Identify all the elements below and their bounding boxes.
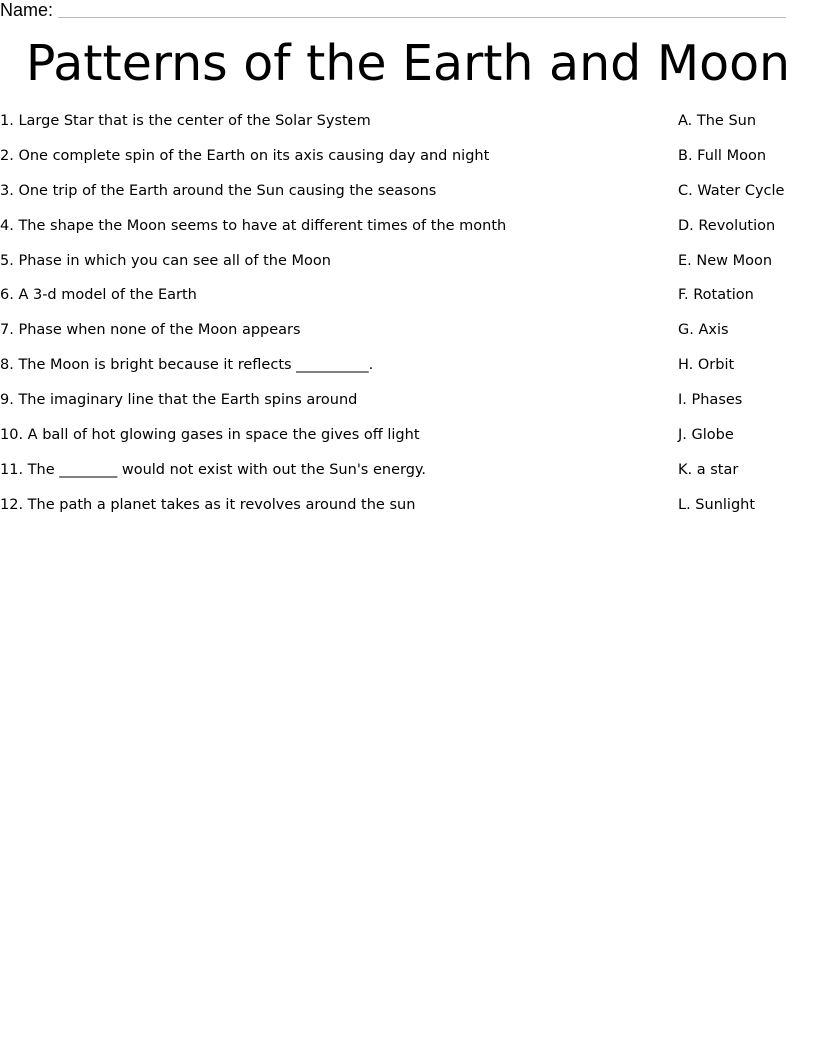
clue-item: 10. A ball of hot glowing gases in space the gives off light	[0, 427, 420, 444]
clue-item: 2. One complete spin of the Earth on its axis causing day and night	[0, 147, 490, 164]
clue-item: 6. A 3-d model of the Earth	[0, 287, 197, 304]
clue-item: 4. The shape the Moon seems to have at different times of the month	[0, 217, 507, 234]
clue-item: 9. The imaginary line that the Earth spins around	[0, 392, 358, 409]
answer-item: E. New Moon	[678, 252, 773, 269]
answer-item: I. Phases	[678, 392, 743, 409]
answer-item: G. Axis	[678, 322, 729, 339]
clue-item: 3. One trip of the Earth around the Sun causing the seasons	[0, 182, 437, 199]
answer-item: J. Globe	[678, 427, 734, 444]
clue-item: 1. Large Star that is the center of the Solar System	[0, 113, 371, 129]
worksheet-title: Patterns of the Earth and Moon	[25, 35, 791, 92]
answer-item: H. Orbit	[678, 357, 735, 374]
clue-item: 5. Phase in which you can see all of the Moon	[0, 252, 331, 269]
clue-item: 12. The path a planet takes as it revolves around the sun	[0, 496, 416, 513]
answer-item: C. Water Cycle	[678, 182, 785, 199]
answer-item: A. The Sun	[678, 113, 757, 129]
clue-item: 11. The ________ would not exist with out the Sun's energy.	[0, 461, 427, 478]
answer-item: D. Revolution	[678, 217, 776, 234]
clue-item: 7. Phase when none of the Moon appears	[0, 322, 301, 339]
answer-item: B. Full Moon	[678, 147, 767, 164]
name-write-line	[58, 17, 786, 18]
answer-item: L. Sunlight	[678, 496, 756, 513]
name-label: Name:	[0, 0, 54, 20]
answer-item: K. a star	[678, 461, 739, 478]
answer-item: F. Rotation	[678, 287, 754, 304]
name-field-row	[0, 0, 786, 22]
clue-list	[0, 112, 660, 531]
answer-list	[678, 112, 814, 531]
clue-item: 8. The Moon is bright because it reflects __________.	[0, 357, 374, 374]
